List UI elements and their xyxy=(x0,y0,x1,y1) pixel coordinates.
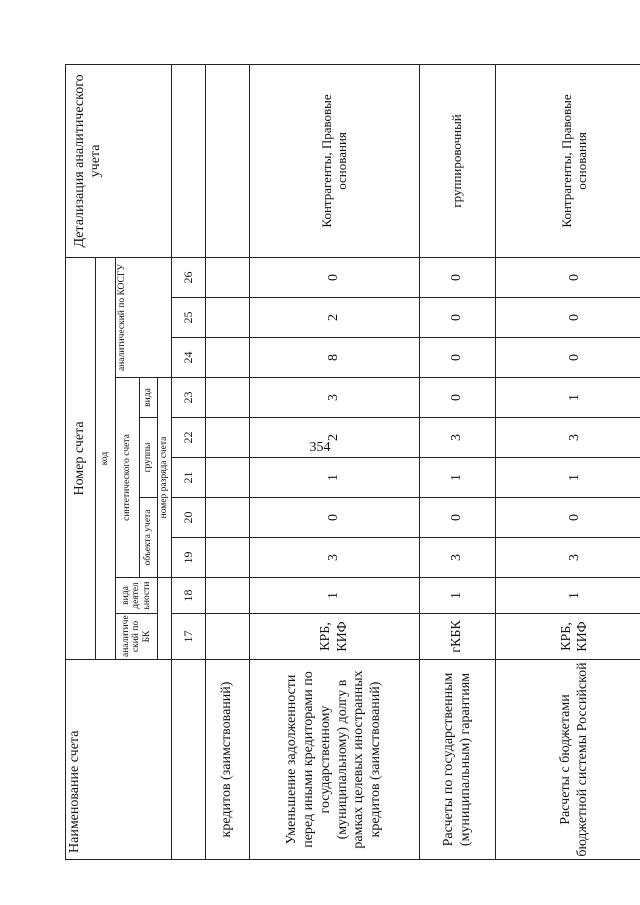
table-row xyxy=(206,64,250,859)
row-name: Расчеты с бюджетами бюджетной системы Российской xyxy=(496,660,640,860)
digit-25: 25 xyxy=(172,298,206,338)
cell: 0 xyxy=(420,338,496,378)
digit-24: 24 xyxy=(172,338,206,378)
header-code: код xyxy=(96,257,116,659)
cell xyxy=(206,418,250,458)
row-name: Уменьшение задолженности перед иными кредиторами по государственному (муниципальному) долгу в рамках целевых иностранных кредитов (заимствований) xyxy=(250,660,420,860)
cell: 1 xyxy=(496,458,640,498)
header-type: вида xyxy=(140,378,158,418)
cell: 2 xyxy=(250,298,420,338)
row-name: Расчеты по государственным (муниципальным) гарантиям xyxy=(420,660,496,860)
header-object: объекта учета xyxy=(140,498,158,578)
header-name: Наименование счета xyxy=(66,660,172,860)
cell: 3 xyxy=(496,418,640,458)
cell xyxy=(206,614,250,660)
cell: 0 xyxy=(496,298,640,338)
digit-21: 21 xyxy=(172,458,206,498)
cell xyxy=(206,378,250,418)
digit-20: 20 xyxy=(172,498,206,538)
cell: 3 xyxy=(496,538,640,578)
page-number: 354 xyxy=(309,440,331,455)
cell: 1 xyxy=(496,578,640,614)
row-detail: группировочный xyxy=(420,64,496,257)
cell xyxy=(206,298,250,338)
cell: 0 xyxy=(250,257,420,297)
cell: 3 xyxy=(250,378,420,418)
digit-18: 18 xyxy=(172,578,206,614)
cell xyxy=(206,538,250,578)
digit-19: 19 xyxy=(172,538,206,578)
cell: 3 xyxy=(420,538,496,578)
cell: гКБК xyxy=(420,614,496,660)
header-activity-type: вида деятел ьности xyxy=(116,578,158,614)
table-row xyxy=(250,64,420,859)
cell: 0 xyxy=(250,498,420,538)
header-account-number: Номер счета xyxy=(66,257,96,659)
cell xyxy=(206,257,250,297)
cell xyxy=(206,458,250,498)
rotated-page xyxy=(65,65,640,860)
header-detail: Детализация аналитического учета xyxy=(66,64,172,257)
cell xyxy=(206,578,250,614)
header-digit-number: номер разряда счета xyxy=(158,378,172,578)
cell: 0 xyxy=(420,378,496,418)
cell: 2 xyxy=(250,418,420,458)
table-row xyxy=(496,64,640,859)
cell: 1 xyxy=(420,578,496,614)
header-analytic-bk: аналитиче ский по БК xyxy=(116,614,158,660)
cell: 1 xyxy=(496,378,640,418)
digit-26: 26 xyxy=(172,257,206,297)
digit-17: 17 xyxy=(172,614,206,660)
cell: 0 xyxy=(420,298,496,338)
header-group: группы xyxy=(140,418,158,498)
row-detail xyxy=(206,64,250,257)
row-detail: Контрагенты, Правовые основания xyxy=(496,64,640,257)
cell: 0 xyxy=(496,338,640,378)
cell: 0 xyxy=(496,498,640,538)
cell: 1 xyxy=(420,458,496,498)
cell: 0 xyxy=(420,498,496,538)
cell: 0 xyxy=(420,257,496,297)
cell xyxy=(206,498,250,538)
cell: 1 xyxy=(250,578,420,614)
row-detail: Контрагенты, Правовые основания xyxy=(250,64,420,257)
cell: КРБ, КИФ xyxy=(496,614,640,660)
row-name: кредитов (заимствований) xyxy=(206,660,250,860)
table-row xyxy=(420,64,496,859)
header-synthetic: синтетического счета xyxy=(116,378,140,578)
cell: 3 xyxy=(420,418,496,458)
cell: 3 xyxy=(250,538,420,578)
account-table xyxy=(65,64,640,860)
header-analytic-kosgu: аналитический по КОСГУ xyxy=(116,257,172,377)
cell: 0 xyxy=(496,257,640,297)
cell: КРБ, КИФ xyxy=(250,614,420,660)
digit-22: 22 xyxy=(172,418,206,458)
cell: 1 xyxy=(250,458,420,498)
digit-23: 23 xyxy=(172,378,206,418)
cell xyxy=(206,338,250,378)
cell: 8 xyxy=(250,338,420,378)
